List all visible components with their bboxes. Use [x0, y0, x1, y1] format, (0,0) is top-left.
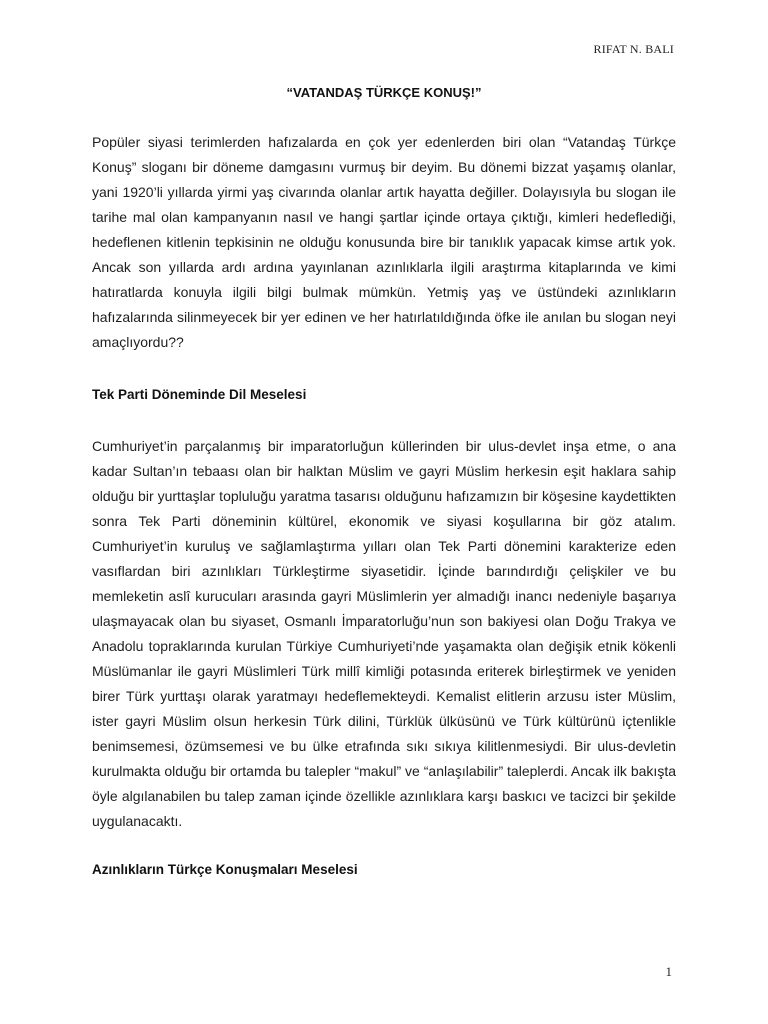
section-heading-single-party: Tek Parti Döneminde Dil Meselesi	[92, 387, 307, 402]
section-heading-minorities: Azınlıkların Türkçe Konuşmaları Meselesi	[92, 862, 358, 877]
document-title: “VATANDAŞ TÜRKÇE KONUŞ!”	[286, 85, 482, 100]
page-number: 1	[665, 964, 672, 979]
paragraph-intro: Popüler siyasi terimlerden hafızalarda en çok yer edenlerden biri olan “Vatandaş Türkçe Konuş” sloganı bir döneme damgasını vurmuş bir deyim. Bu dönemi bizzat yaşamış olanlar, yani 1920’li yıllarda yirmi yaş civarında olanlar artık hayatta değiller. Dolayısıyla bu slogan ile tarihe mal olan kampanyanın nasıl ve hangi şartlar içinde ortaya çıktığı, kimleri hedeflediği, hedeflenen kitlenin tepkisinin ne olduğu konusunda bire bir tanıklık yapacak kimse artık yok. Ancak son yıllarda ardı ardına yayınlanan azınlıklarla ilgili araştırma kitaplarında ve kimi hatıratlarda konuyla ilgili bilgi bulmak mümkün. Yetmiş yaş ve üstündeki azınlıkların hafızalarında silinmeyecek bir yer edinen ve her hatırlatıldığında öfke ile anılan bu slogan neyi amaçlıyordu??	[92, 134, 676, 350]
paragraph-single-party: Cumhuriyet’in parçalanmış bir imparatorluğun küllerinden bir ulus-devlet inşa etme, o ana kadar Sultan’ın tebaası olan bir halktan Müslim ve gayri Müslim herkesin eşit haklara sahip olduğu bir yurttaşlar topluluğu yaratma tasarısı olduğunu hafızamızın bir köşesine kaydettikten sonra Tek Parti döneminin kültürel, ekonomik ve siyasi koşullarına bir göz atalım. Cumhuriyet’in kuruluş ve sağlamlaştırma yılları olan Tek Parti dönemini karakterize eden vasıflardan biri azınlıkları Türkleştirme siyasetidir. İçinde barındırdığı çelişkiler ve bu memleketin aslî kurucuları arasında gayri Müslimlerin yer almadığı inancı nedeniyle başarıya ulaşmayacak olan bu siyaset, Osmanlı İmparatorluğu’nun son bakiyesi olan Doğu Trakya ve Anadolu topraklarında kurulan Türkiye Cumhuriyeti’nde yaşamakta olan değişik etnik kökenli Müslümanlar ile gayri Müslimleri Türk millî kimliği potasında eriterek birleştirmek ve yeniden birer Türk yurttaşı olarak yaratmayı hedeflemekteydi. Kemalist elitlerin arzusu ister Müslim, ister gayri Müslim olsun herkesin Türk dilini, Türklük ülküsünü ve Türk kültürünü içtenlikle benimsemesi, özümsemesi ve bu ülke etrafında sıkı sıkıya kilitlenmesiydi. Bir ulus-devletin kurulmakta olduğu bir ortamda bu talepler “makul” ve “anlaşılabilir” taleplerdi. Ancak ilk bakışta öyle algılanabilen bu talep zaman içinde özellikle azınlıklara karşı baskıcı ve tacizci bir şekilde uygulanacaktı.	[92, 438, 676, 829]
running-header-author: RIFAT N. BALI	[593, 42, 674, 56]
